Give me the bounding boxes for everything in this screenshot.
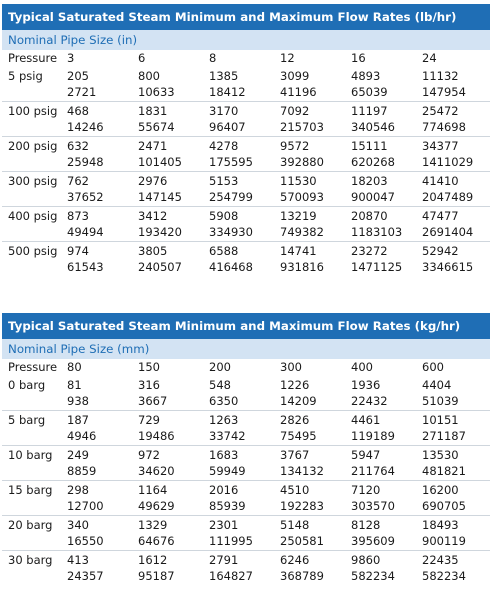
- min-flow-value: 729: [138, 413, 160, 427]
- max-flow-value: 303570: [351, 499, 395, 513]
- max-flow-value: 416468: [209, 260, 253, 274]
- max-flow-value: 240507: [138, 260, 182, 274]
- min-flow-value: 13530: [422, 448, 459, 462]
- max-flow-value: 10633: [138, 85, 175, 99]
- max-flow-value: 211764: [351, 464, 395, 478]
- max-flow-value: 193420: [138, 225, 182, 239]
- max-flow-value: 65039: [351, 85, 388, 99]
- min-flow-value: 13219: [280, 209, 317, 223]
- min-flow-value: 1164: [138, 483, 168, 497]
- min-flow-value: 2826: [280, 413, 310, 427]
- table-row: [2, 102, 490, 137]
- table-row: [2, 481, 490, 516]
- min-flow-value: 3099: [280, 69, 310, 83]
- min-flow-value: 2301: [209, 518, 239, 532]
- table-row: [2, 242, 490, 277]
- min-flow-value: 3805: [138, 244, 168, 258]
- max-flow-value: 37652: [67, 190, 104, 204]
- min-flow-value: 468: [67, 104, 89, 118]
- table-kg-per-hr: [2, 313, 490, 586]
- max-flow-value: 931816: [280, 260, 324, 274]
- min-flow-value: 340: [67, 518, 89, 532]
- min-flow-value: 5947: [351, 448, 381, 462]
- min-flow-value: 41410: [422, 174, 459, 188]
- max-flow-value: 119189: [351, 429, 395, 443]
- max-flow-value: 395609: [351, 534, 395, 548]
- max-flow-value: 14209: [280, 394, 317, 408]
- min-flow-value: 1329: [138, 518, 168, 532]
- max-flow-value: 900119: [422, 534, 466, 548]
- max-flow-value: 49494: [67, 225, 104, 239]
- max-flow-value: 250581: [280, 534, 324, 548]
- max-flow-value: 14246: [67, 120, 104, 134]
- max-flow-value: 59949: [209, 464, 246, 478]
- min-flow-value: 1226: [280, 378, 310, 392]
- min-flow-value: 52942: [422, 244, 459, 258]
- max-flow-value: 392880: [280, 155, 324, 169]
- min-flow-value: 11132: [422, 69, 459, 83]
- max-flow-value: 96407: [209, 120, 246, 134]
- min-flow-value: 800: [138, 69, 160, 83]
- size-header: 600: [422, 360, 444, 374]
- max-flow-value: 774698: [422, 120, 466, 134]
- max-flow-value: 85939: [209, 499, 246, 513]
- min-flow-value: 3767: [280, 448, 310, 462]
- max-flow-value: 2047489: [422, 190, 474, 204]
- min-flow-value: 972: [138, 448, 160, 462]
- max-flow-value: 61543: [67, 260, 104, 274]
- min-flow-value: 413: [67, 553, 89, 567]
- table-subtitle: Nominal Pipe Size (mm): [2, 339, 490, 359]
- max-flow-value: 147145: [138, 190, 182, 204]
- max-flow-value: 6350: [209, 394, 239, 408]
- min-flow-value: 18203: [351, 174, 388, 188]
- min-flow-value: 11197: [351, 104, 388, 118]
- max-flow-value: 1471125: [351, 260, 403, 274]
- min-flow-value: 1612: [138, 553, 168, 567]
- max-flow-value: 8859: [67, 464, 97, 478]
- max-flow-value: 3667: [138, 394, 168, 408]
- max-flow-value: 134132: [280, 464, 324, 478]
- pressure-label: 0 barg: [8, 378, 46, 392]
- max-flow-value: 1411029: [422, 155, 474, 169]
- min-flow-value: 34377: [422, 139, 459, 153]
- table-title: Typical Saturated Steam Minimum and Maximum Flow Rates (kg/hr): [2, 313, 490, 339]
- pressure-label: 5 barg: [8, 413, 46, 427]
- max-flow-value: 101405: [138, 155, 182, 169]
- min-flow-value: 9860: [351, 553, 381, 567]
- max-flow-value: 175595: [209, 155, 253, 169]
- min-flow-value: 18493: [422, 518, 459, 532]
- table-row: [2, 516, 490, 551]
- max-flow-value: 620268: [351, 155, 395, 169]
- max-flow-value: 582234: [422, 569, 466, 583]
- min-flow-value: 2976: [138, 174, 168, 188]
- min-flow-value: 187: [67, 413, 89, 427]
- min-flow-value: 4404: [422, 378, 452, 392]
- max-flow-value: 334930: [209, 225, 253, 239]
- min-flow-value: 5153: [209, 174, 239, 188]
- max-flow-value: 25948: [67, 155, 104, 169]
- max-flow-value: 582234: [351, 569, 395, 583]
- min-flow-value: 47477: [422, 209, 459, 223]
- min-flow-value: 3412: [138, 209, 168, 223]
- min-flow-value: 548: [209, 378, 231, 392]
- min-flow-value: 1263: [209, 413, 239, 427]
- size-header: 8: [209, 51, 217, 65]
- max-flow-value: 75495: [280, 429, 317, 443]
- min-flow-value: 6246: [280, 553, 310, 567]
- min-flow-value: 1385: [209, 69, 239, 83]
- min-flow-value: 11530: [280, 174, 317, 188]
- max-flow-value: 24357: [67, 569, 104, 583]
- min-flow-value: 1683: [209, 448, 239, 462]
- header-row: [2, 50, 490, 67]
- max-flow-value: 22432: [351, 394, 388, 408]
- table-title: Typical Saturated Steam Minimum and Maximum Flow Rates (lb/hr): [2, 4, 490, 30]
- table-subtitle: Nominal Pipe Size (in): [2, 30, 490, 50]
- pressure-label: 100 psig: [8, 104, 58, 118]
- min-flow-value: 2791: [209, 553, 239, 567]
- table-row: [2, 67, 490, 102]
- size-header: 200: [209, 360, 231, 374]
- max-flow-value: 900047: [351, 190, 395, 204]
- min-flow-value: 4461: [351, 413, 381, 427]
- pressure-label: 400 psig: [8, 209, 58, 223]
- max-flow-value: 271187: [422, 429, 466, 443]
- min-flow-value: 873: [67, 209, 89, 223]
- max-flow-value: 749382: [280, 225, 324, 239]
- min-flow-value: 4510: [280, 483, 310, 497]
- min-flow-value: 22435: [422, 553, 459, 567]
- max-flow-value: 570093: [280, 190, 324, 204]
- table-row: [2, 411, 490, 446]
- pressure-label: 15 barg: [8, 483, 53, 497]
- min-flow-value: 4278: [209, 139, 239, 153]
- min-flow-value: 81: [67, 378, 82, 392]
- min-flow-value: 5148: [280, 518, 310, 532]
- max-flow-value: 192283: [280, 499, 324, 513]
- max-flow-value: 2691404: [422, 225, 474, 239]
- pressure-label: 300 psig: [8, 174, 58, 188]
- size-header: 3: [67, 51, 75, 65]
- table-row: [2, 551, 490, 586]
- pressure-label: 200 psig: [8, 139, 58, 153]
- max-flow-value: 215703: [280, 120, 324, 134]
- table-lb-per-hr: [2, 4, 490, 277]
- pressure-header: Pressure: [8, 360, 58, 374]
- min-flow-value: 10151: [422, 413, 459, 427]
- max-flow-value: 33742: [209, 429, 246, 443]
- max-flow-value: 690705: [422, 499, 466, 513]
- max-flow-value: 254799: [209, 190, 253, 204]
- min-flow-value: 249: [67, 448, 89, 462]
- min-flow-value: 632: [67, 139, 89, 153]
- min-flow-value: 5908: [209, 209, 239, 223]
- max-flow-value: 34620: [138, 464, 175, 478]
- min-flow-value: 1936: [351, 378, 381, 392]
- max-flow-value: 481821: [422, 464, 466, 478]
- max-flow-value: 16550: [67, 534, 104, 548]
- pressure-label: 30 barg: [8, 553, 53, 567]
- min-flow-value: 7092: [280, 104, 310, 118]
- min-flow-value: 298: [67, 483, 89, 497]
- size-header: 24: [422, 51, 437, 65]
- min-flow-value: 20870: [351, 209, 388, 223]
- table-row: [2, 376, 490, 411]
- min-flow-value: 16200: [422, 483, 459, 497]
- max-flow-value: 19486: [138, 429, 175, 443]
- min-flow-value: 762: [67, 174, 89, 188]
- size-header: 150: [138, 360, 160, 374]
- min-flow-value: 25472: [422, 104, 459, 118]
- min-flow-value: 974: [67, 244, 89, 258]
- size-header: 16: [351, 51, 366, 65]
- min-flow-value: 8128: [351, 518, 381, 532]
- max-flow-value: 2721: [67, 85, 97, 99]
- pressure-label: 5 psig: [8, 69, 43, 83]
- max-flow-value: 51039: [422, 394, 459, 408]
- pressure-label: 20 barg: [8, 518, 53, 532]
- table-row: [2, 172, 490, 207]
- max-flow-value: 49629: [138, 499, 175, 513]
- min-flow-value: 15111: [351, 139, 388, 153]
- min-flow-value: 3170: [209, 104, 239, 118]
- pressure-header: Pressure: [8, 51, 58, 65]
- min-flow-value: 205: [67, 69, 89, 83]
- size-header: 12: [280, 51, 295, 65]
- max-flow-value: 938: [67, 394, 89, 408]
- min-flow-value: 1831: [138, 104, 168, 118]
- min-flow-value: 14741: [280, 244, 317, 258]
- table-row: [2, 207, 490, 242]
- min-flow-value: 4893: [351, 69, 381, 83]
- max-flow-value: 147954: [422, 85, 466, 99]
- max-flow-value: 64676: [138, 534, 175, 548]
- max-flow-value: 95187: [138, 569, 175, 583]
- pressure-label: 500 psig: [8, 244, 58, 258]
- min-flow-value: 9572: [280, 139, 310, 153]
- max-flow-value: 55674: [138, 120, 175, 134]
- max-flow-value: 164827: [209, 569, 253, 583]
- pressure-label: 10 barg: [8, 448, 53, 462]
- max-flow-value: 12700: [67, 499, 104, 513]
- min-flow-value: 2016: [209, 483, 239, 497]
- max-flow-value: 3346615: [422, 260, 474, 274]
- min-flow-value: 23272: [351, 244, 388, 258]
- max-flow-value: 1183103: [351, 225, 403, 239]
- table-row: [2, 137, 490, 172]
- max-flow-value: 4946: [67, 429, 97, 443]
- min-flow-value: 316: [138, 378, 160, 392]
- size-header: 400: [351, 360, 373, 374]
- min-flow-value: 6588: [209, 244, 239, 258]
- size-header: 6: [138, 51, 146, 65]
- size-header: 300: [280, 360, 302, 374]
- min-flow-value: 2471: [138, 139, 168, 153]
- min-flow-value: 7120: [351, 483, 381, 497]
- max-flow-value: 41196: [280, 85, 317, 99]
- max-flow-value: 368789: [280, 569, 324, 583]
- max-flow-value: 111995: [209, 534, 253, 548]
- max-flow-value: 18412: [209, 85, 246, 99]
- max-flow-value: 340546: [351, 120, 395, 134]
- table-body: [2, 376, 490, 586]
- table-row: [2, 446, 490, 481]
- table-body: [2, 67, 490, 277]
- size-header: 80: [67, 360, 82, 374]
- header-row: [2, 359, 490, 376]
